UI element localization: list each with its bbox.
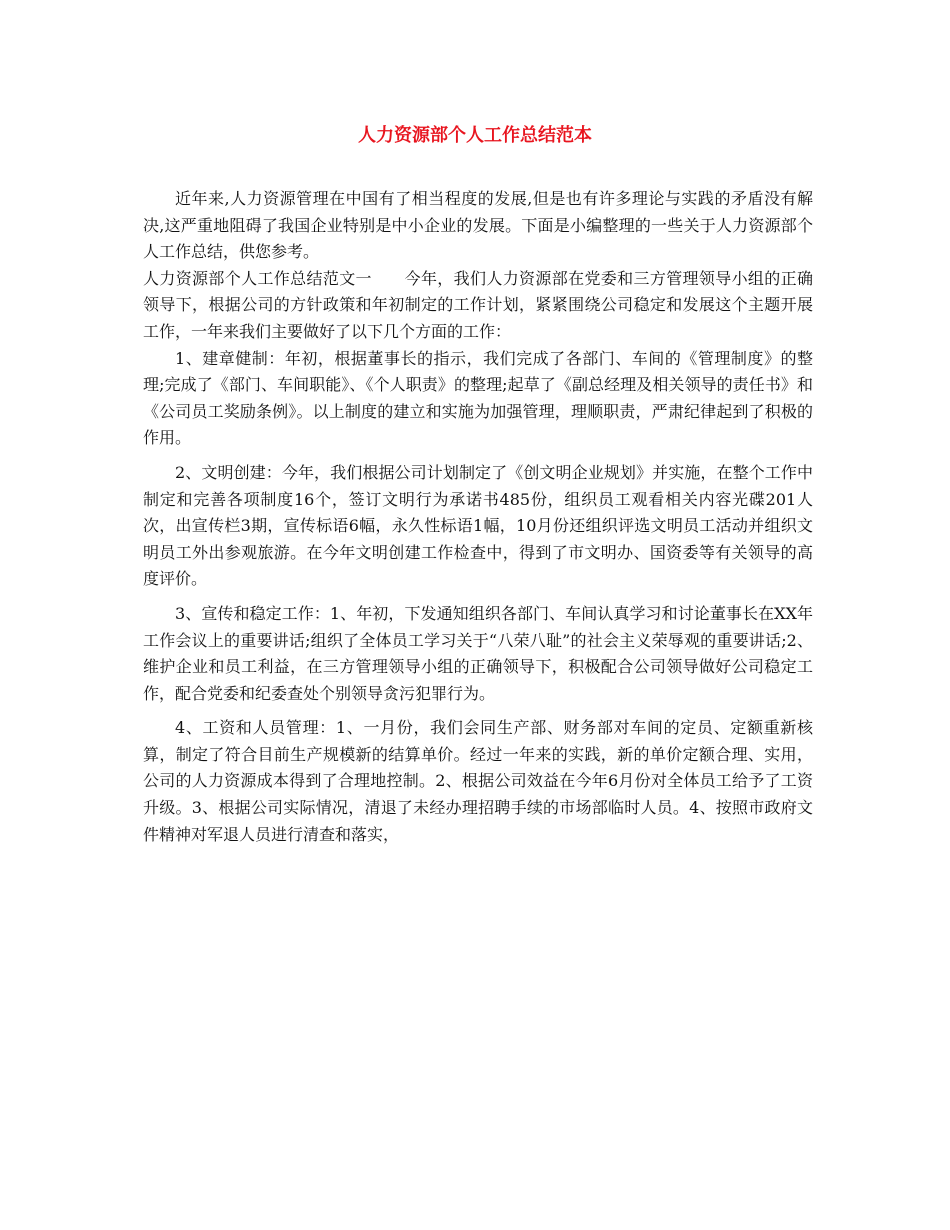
paragraph-item-1: 1、建章健制：年初，根据董事长的指示，我们完成了各部门、车间的《管理制度》的整理;完成了《部门、车间职能》、《个人职责》的整理;起草了《副总经理及相关领导的责任书》和《公司员工奖励条例》。以上制度的建立和实施为加强管理，理顺职责，严肃纪律起到了积极的作用。 bbox=[143, 348, 813, 448]
document-title: 人力资源部个人工作总结范本 bbox=[358, 125, 592, 146]
paragraph-section-one: 人力资源部个人工作总结范文一 今年，我们人力资源部在党委和三方管理领导小组的正确领导下，根据公司的方针政策和年初制定的工作计划，紧紧围绕公司稳定和发展这个主题开展工作，一年来我们主要做好了以下几个方面的工作： bbox=[143, 268, 813, 341]
paragraph-item-4: 4、工资和人员管理：1、一月份，我们会同生产部、财务部对车间的定员、定额重新核算，制定了符合目前生产规模新的结算单价。经过一年来的实践，新的单价定额合理、实用，公司的人力资源成本得到了合理地控制。2、根据公司效益在今年6月份对全体员工给予了工资升级。3、根据公司实际情况，清退了未经办理招聘手续的市场部临时人员。4、按照市政府文件精神对军退人员进行清查和落实， bbox=[143, 718, 813, 844]
paragraph-intro: 近年来,人力资源管理在中国有了相当程度的发展,但是也有许多理论与实践的矛盾没有解决,这严重地阻碍了我国企业特别是中小企业的发展。下面是小编整理的一些关于人力资源部个人工作总结，供您参考。 bbox=[143, 189, 813, 262]
paragraph-item-3: 3、宣传和稳定工作：1、年初，下发通知组织各部门、车间认真学习和讨论董事长在XX年工作会议上的重要讲话;组织了全体员工学习关于“八荣八耻”的社会主义荣辱观的重要讲话;2、维护企业和员工利益，在三方管理领导小组的正确领导下，积极配合公司领导做好公司稳定工作，配合党委和纪委查处个别领导贪污犯罪行为。 bbox=[143, 603, 813, 703]
document-body bbox=[143, 186, 813, 848]
paragraph-item-2: 2、文明创建：今年，我们根据公司计划制定了《创文明企业规划》并实施，在整个工作中制定和完善各项制度16个，签订文明行为承诺书485份，组织员工观看相关内容光碟201人次，出宣传栏3期，宣传标语6幅，永久性标语1幅，10月份还组织评选文明员工活动并组织文明员工外出参观旅游。在今年文明创建工作检查中，得到了市文明办、国资委等有关领导的高度评价。 bbox=[143, 462, 813, 589]
